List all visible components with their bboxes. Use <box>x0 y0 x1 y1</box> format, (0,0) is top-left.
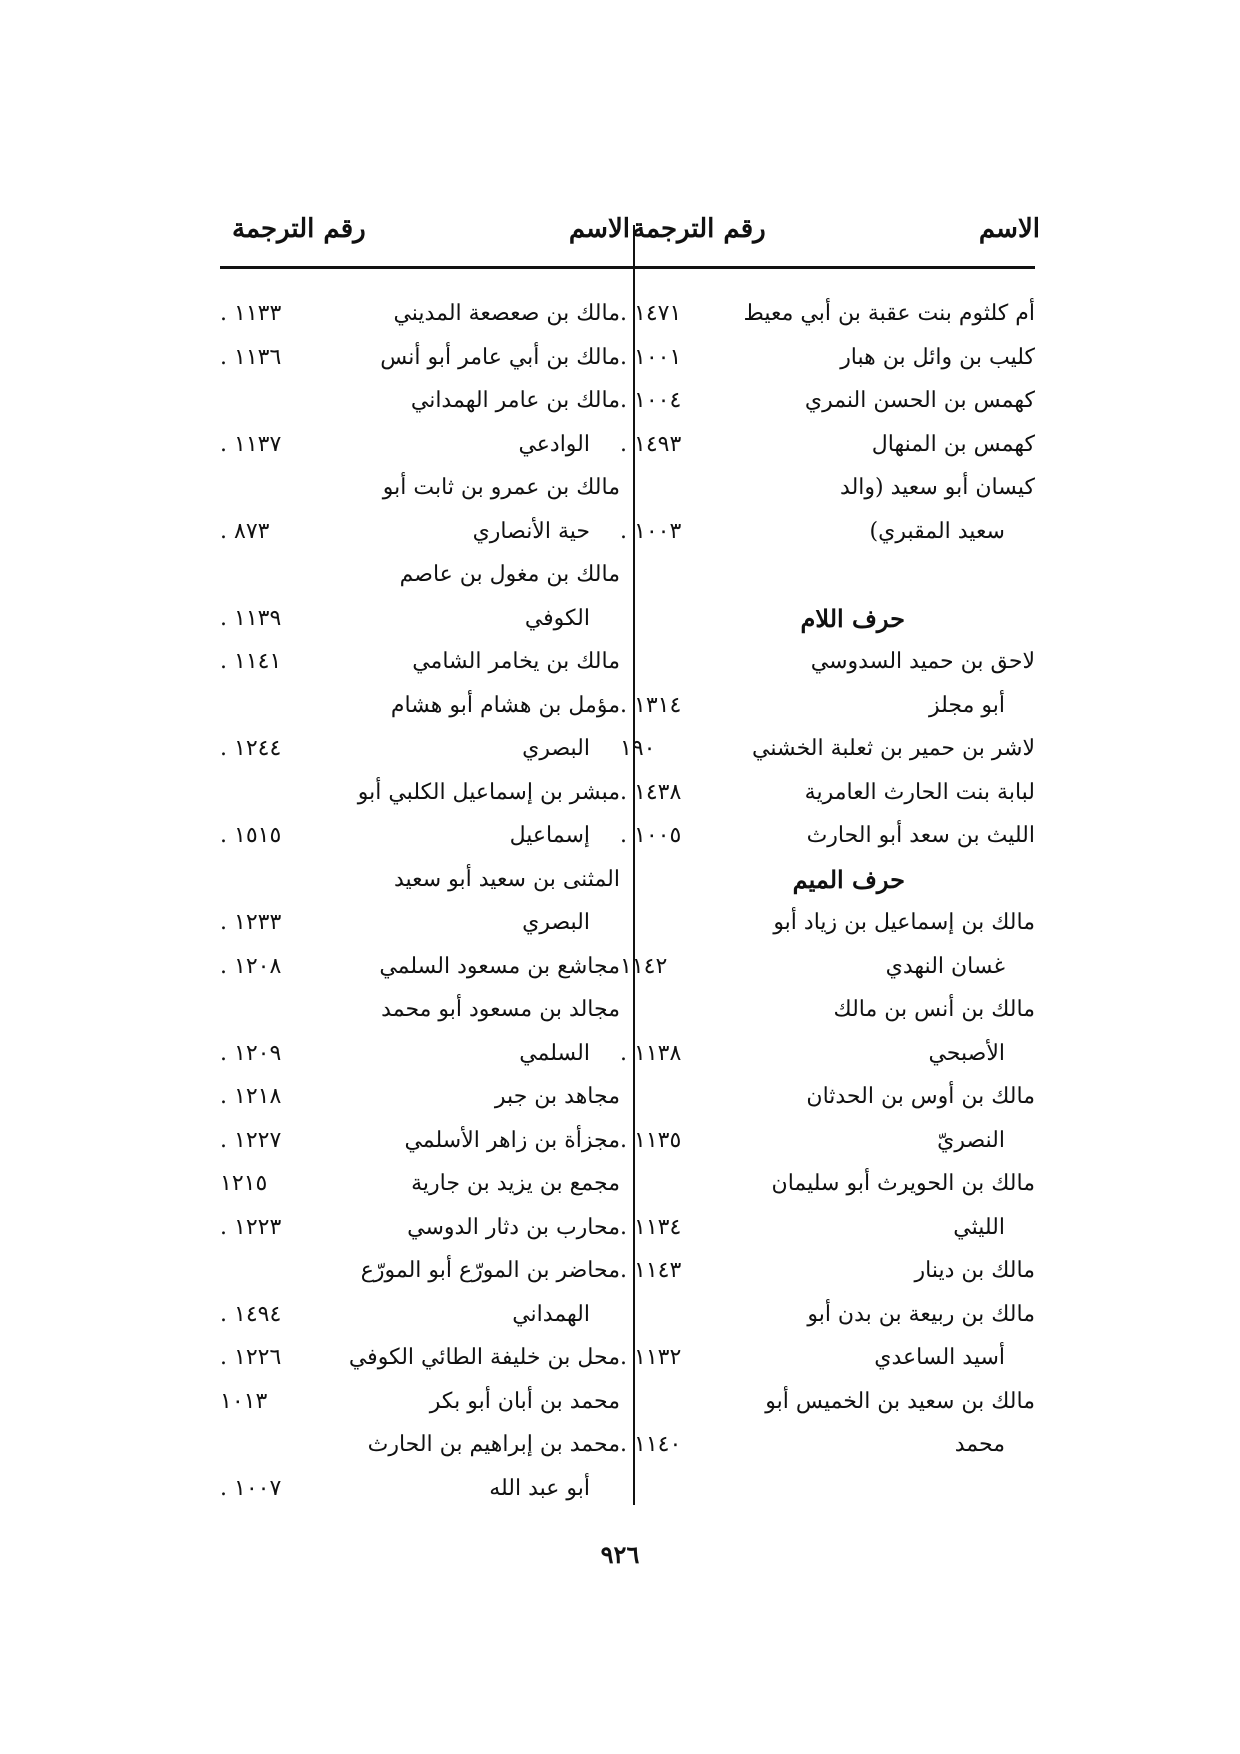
entry-number: ١٢١٥ <box>220 1171 268 1196</box>
list-item <box>220 727 620 771</box>
list-item <box>220 988 620 1032</box>
list-item <box>220 379 620 423</box>
list-item <box>220 1075 620 1119</box>
entry-name: مجالد بن مسعود أبو محمد <box>381 997 620 1022</box>
entry-name: لاحق بن حميد السدوسي <box>810 649 1035 674</box>
section-heading-row <box>620 858 1035 902</box>
list-item <box>220 1467 620 1511</box>
entry-number: ١٢٢٣ . <box>220 1214 282 1240</box>
list-item <box>220 553 620 597</box>
entry-name: مالك بن عمرو بن ثابت أبو <box>382 475 620 500</box>
entry-name: مجاشع بن مسعود السلمي <box>379 953 620 979</box>
entry-number: ١٩٠ <box>620 736 656 761</box>
list-item <box>220 292 620 336</box>
list-item <box>620 423 1035 467</box>
entry-number: ١٠١٣ <box>220 1388 268 1414</box>
entry-number: ١٢١٨ . <box>220 1084 282 1109</box>
list-item <box>220 684 620 728</box>
entry-name: كهمس بن الحسن النمري <box>804 388 1035 413</box>
entry-name: مالك بن صعصعة المديني <box>393 301 620 326</box>
list-item <box>220 510 620 554</box>
list-item <box>220 1032 620 1076</box>
entry-number: ١١٣٦ . <box>220 344 282 370</box>
list-item <box>620 1249 1035 1293</box>
entry-name: مالك بن ربيعة بن بدن أبو <box>807 1301 1035 1327</box>
entry-name: مالك بن سعيد بن الخميس أبو <box>765 1388 1035 1414</box>
entry-number: ١١٣٣ . <box>220 301 282 326</box>
list-item <box>620 1336 1035 1380</box>
list-item <box>620 814 1035 858</box>
entry-name: الهمداني <box>512 1301 590 1327</box>
header-rule <box>220 266 1035 269</box>
entry-name: مالك بن عامر الهمداني <box>410 388 620 413</box>
entry-name: مجزأة بن زاهر الأسلمي <box>404 1127 620 1153</box>
list-item <box>620 553 1035 597</box>
entry-number: ١١٣٥ . <box>620 1127 682 1153</box>
list-item <box>220 1249 620 1293</box>
entry-number: ١٤٣٨ . <box>620 779 682 805</box>
entry-number: ٨٧٣ . <box>220 518 270 544</box>
list-item <box>220 1162 620 1206</box>
entry-number: ١١٣٨ . <box>620 1040 682 1066</box>
entry-name: محمد بن إبراهيم بن الحارث <box>367 1432 620 1457</box>
list-item <box>620 988 1035 1032</box>
entry-name: مجاهد بن جبر <box>494 1084 620 1109</box>
entry-number: ١٠٠٥ . <box>620 823 682 848</box>
list-item <box>620 1162 1035 1206</box>
entry-number: ١٢٤٤ . <box>220 736 282 761</box>
entry-name: مالك بن مغول بن عاصم <box>399 562 620 587</box>
entry-name: أبو عبد الله <box>489 1475 590 1501</box>
right-name-header: الاسم <box>978 214 1040 244</box>
list-item <box>220 1423 620 1467</box>
entry-number: ١٤٩٤ . <box>220 1301 282 1327</box>
entry-number: ١١٣٢ . <box>620 1345 682 1370</box>
list-item <box>620 1075 1035 1119</box>
list-item <box>620 1423 1035 1467</box>
entry-name: سعيد المقبري) <box>869 518 1005 544</box>
list-item <box>620 901 1035 945</box>
list-item <box>620 379 1035 423</box>
entry-number: ١٠٠٣ . <box>620 518 682 544</box>
entry-name: مالك بن إسماعيل بن زياد أبو <box>773 910 1035 935</box>
list-item <box>620 727 1035 771</box>
entry-name: حية الأنصاري <box>472 518 590 544</box>
list-item <box>620 1119 1035 1163</box>
right-column-header <box>620 210 1040 258</box>
entry-name: مالك بن الحويرث أبو سليمان <box>771 1171 1035 1196</box>
entry-name: أم كلثوم بنت عقبة بن أبي معيط <box>743 301 1035 326</box>
entry-name: مالك بن دينار <box>914 1258 1035 1283</box>
entry-number: ١٠٠٧ . <box>220 1475 282 1501</box>
list-item <box>620 1206 1035 1250</box>
section-heading: حرف اللام <box>800 603 905 633</box>
entry-number: ١١٤١ . <box>220 649 282 674</box>
list-item <box>620 684 1035 728</box>
entry-name: مالك بن أبي عامر أبو أنس <box>380 344 620 370</box>
entry-name: الوادعي <box>518 431 590 457</box>
entry-name: محل بن خليفة الطائي الكوفي <box>348 1345 620 1370</box>
entry-number: ١٢٢٦ . <box>220 1345 282 1370</box>
entry-name: لاشر بن حمير بن ثعلبة الخشني <box>752 736 1035 761</box>
right-entries <box>620 292 1035 1467</box>
list-item <box>620 336 1035 380</box>
left-number-header: رقم الترجمة <box>232 214 366 244</box>
entry-name: مجمع بن يزيد بن جارية <box>411 1171 620 1196</box>
entry-name: محمد بن أبان أبو بكر <box>429 1388 620 1414</box>
list-item <box>620 1032 1035 1076</box>
section-heading-row <box>620 597 1035 641</box>
list-item <box>220 1336 620 1380</box>
entry-name: مالك بن أوس بن الحدثان <box>806 1084 1035 1109</box>
list-item <box>620 945 1035 989</box>
list-item <box>620 510 1035 554</box>
entry-name: المثنى بن سعيد أبو سعيد <box>393 866 620 892</box>
entry-number: ١١٣٧ . <box>220 431 282 457</box>
list-item <box>220 1119 620 1163</box>
list-item <box>220 1206 620 1250</box>
entry-number: ١٤٩٣ . <box>620 431 682 457</box>
list-item <box>220 1293 620 1337</box>
list-item <box>220 945 620 989</box>
entry-name: غسان النهدي <box>885 953 1005 979</box>
left-name-header: الاسم <box>568 214 630 244</box>
entry-name: محمد <box>954 1432 1005 1457</box>
list-item <box>220 640 620 684</box>
entry-name: السلمي <box>519 1040 590 1066</box>
entry-name: محارب بن دثار الدوسي <box>407 1214 620 1240</box>
list-item <box>220 597 620 641</box>
entry-number: ١٢٢٧ . <box>220 1127 282 1153</box>
list-item <box>220 1380 620 1424</box>
entry-number: ١٠٠٤ . <box>620 388 682 413</box>
right-column <box>620 210 1040 258</box>
entry-number: ١٢٠٩ . <box>220 1040 282 1066</box>
list-item <box>220 336 620 380</box>
entry-number: ١١٤٣ . <box>620 1258 682 1283</box>
entry-number: ١٤٧١ . <box>620 301 682 326</box>
entry-number: ١٢٠٨ . <box>220 953 282 979</box>
entry-number: ١١٤٢ <box>620 953 668 979</box>
entry-name: النصريّ <box>937 1127 1005 1153</box>
entry-name: كيسان أبو سعيد (والد <box>840 475 1035 500</box>
entry-name: مؤمل بن هشام أبو هشام <box>390 692 620 718</box>
left-column-header <box>220 210 630 258</box>
entry-name: الأصبحي <box>928 1040 1005 1066</box>
entry-number: ١٥١٥ . <box>220 823 282 848</box>
entry-name: مبشر بن إسماعيل الكلبي أبو <box>357 779 620 805</box>
left-column <box>220 210 630 258</box>
entry-number: ١١٤٠ . <box>620 1432 682 1457</box>
list-item <box>620 1293 1035 1337</box>
entry-number: ١٣١٤ . <box>620 692 682 718</box>
entry-name: الكوفي <box>524 605 590 631</box>
entry-name: الليثي <box>953 1214 1005 1240</box>
list-item <box>220 901 620 945</box>
list-item <box>220 423 620 467</box>
list-item <box>220 466 620 510</box>
entry-name: محاضر بن المورّع أبو المورّع <box>360 1258 620 1283</box>
entry-name: لبابة بنت الحارث العامرية <box>804 779 1035 805</box>
list-item <box>220 858 620 902</box>
entry-name: مالك بن يخامر الشامي <box>412 649 620 674</box>
list-item <box>620 640 1035 684</box>
entry-name: أسيد الساعدي <box>874 1345 1005 1370</box>
entry-number: ١١٣٤ . <box>620 1214 682 1240</box>
entry-name: البصري <box>522 736 590 761</box>
entry-name: إسماعيل <box>509 823 590 848</box>
entry-name: البصري <box>522 910 590 935</box>
section-heading: حرف الميم <box>792 864 905 894</box>
entry-name: مالك بن أنس بن مالك <box>833 997 1035 1022</box>
list-item <box>620 466 1035 510</box>
right-number-header: رقم الترجمة <box>632 214 766 244</box>
list-item <box>220 771 620 815</box>
list-item <box>620 292 1035 336</box>
entry-name: كليب بن وائل بن هبار <box>840 344 1035 370</box>
entry-number: ١٠٠١ . <box>620 344 682 370</box>
entry-name: كهمس بن المنهال <box>871 431 1035 457</box>
entry-name: أبو مجلز <box>928 692 1005 718</box>
entry-name: الليث بن سعد أبو الحارث <box>806 823 1035 848</box>
list-item <box>620 771 1035 815</box>
entry-number: ١٢٣٣ . <box>220 910 282 935</box>
page-number: ٩٢٦ <box>600 1540 640 1569</box>
list-item <box>220 814 620 858</box>
list-item <box>620 1380 1035 1424</box>
entry-number: ١١٣٩ . <box>220 605 282 631</box>
left-entries <box>220 292 620 1510</box>
